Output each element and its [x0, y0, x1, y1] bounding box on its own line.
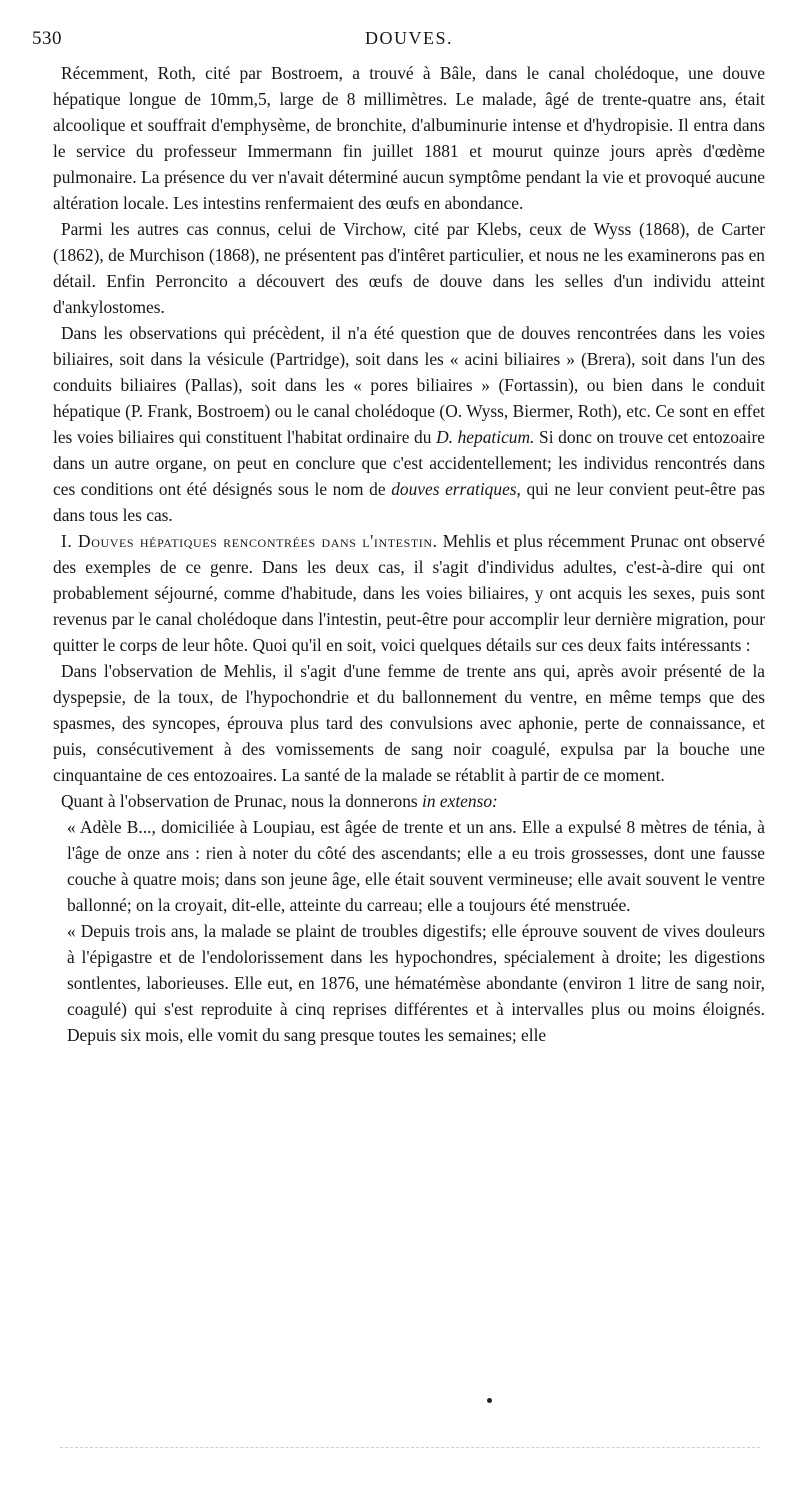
paragraph-text: Mehlis et plus récemment Prunac ont observé des exemples de ce genre. Dans les deux cas, il s'agit d'individus adultes, c'est-à-dire qui ont probablement séjourné, comme d'habitude, dans les voies biliaires, y ont acquis les sexes, puis sont revenus par le canal cholédoque dans l'intestin, peut-être pour accomplir leur dernière migration, pour quitter le corps de leur hôte. Quoi qu'il en soit, voici quelques détails sur ces deux faits intéressants : — [53, 531, 765, 655]
paragraph-other-cases: Parmi les autres cas connus, celui de Virchow, cité par Klebs, ceux de Wyss (1868), de Carter (1862), de Murchison (1868), ne présentent pas d'intêret particulier, et nous ne les examinerons pas en détail. Enfin Perroncito a découvert des œufs de douve dans les selles d'un individu atteint d'ankylostomes. — [53, 219, 765, 317]
paragraph-mehlis-case: Dans l'observation de Mehlis, il s'agit d'une femme de trente ans qui, après avoir présenté de la dyspepsie, de la toux, de l'hypochondrie et du ballonnement du ventre, en même temps que des spasmes, des syncopes, éprouva plus tard des convulsions avec aphonie, perte de connaissance, et puis, consécutivement à des vomissements de sang noir coagulé, expulsa par la bouche une cinquantaine de ces entozoaires. La santé de la malade se rétablit à partir de ce moment. — [53, 661, 765, 785]
paragraph-prunac-intro — [53, 788, 765, 814]
section-heading: I. Douves hépatiques rencontrées dans l'intestin. — [61, 531, 438, 551]
paragraph-quote-adele: « Adèle B..., domiciliée à Loupiau, est âgée de trente et un ans. Elle a expulsé 8 mètres de ténia, à l'âge de onze ans : rien à noter du côté des ascendants; elle a eu trois grossesses, dont une fausse couche à quatre mois; dans son jeune âge, elle était souvent vermineuse; elle avait souvent le ventre ballonné; on la croyait, dit-elle, atteinte du carreau; elle a toujours été menstruée. — [67, 817, 765, 915]
page-header — [32, 28, 765, 52]
term-erratic-flukes: douves erratiques, — [391, 479, 521, 499]
running-title: DOUVES. — [364, 28, 453, 48]
paragraph-section-intestine — [53, 528, 765, 658]
footer-rule — [60, 1447, 760, 1449]
paragraph-quote-symptoms: « Depuis trois ans, la malade se plaint de troubles digestifs; elle éprouve souvent de vives douleurs à l'épigastre et de l'endolorissement dans les hypochondres, spécialement à droite; les digestions sontlentes, laborieuses. Elle eut, en 1876, une hématémèse abondante (environ 1 litre de sang noir, coagulé) qui s'est reproduite à cinq reprises différentes et à intervalles plus ou moins éloignés. Depuis six mois, elle vomit du sang presque toutes les semaines; elle — [67, 921, 765, 1045]
in-extenso-phrase: in extenso: — [422, 791, 498, 811]
page-number: 530 — [32, 28, 62, 49]
paragraph-text: Dans les observations qui précèdent, il n'a été question que de douves rencontrées dans les voies biliaires, soit dans la vésicule (Partridge), soit dans les « acini biliaires » (Brera), soit dans l'un des conduits biliaires (Pallas), soit dans les « pores biliaires » (Fortassin), ou bien dans le conduit hépatique (P. Frank, Bostroem) ou le canal cholédoque (O. Wyss, Biermer, Roth), etc. Ce sont en effet les voies biliaires qui constituent l'habitat ordinaire du — [53, 323, 765, 447]
footer-dot — [487, 1398, 492, 1403]
body-text — [53, 60, 765, 1048]
paragraph-text: Quant à l'observation de Prunac, nous la donnerons — [61, 791, 423, 811]
paragraph-biliary-locations — [53, 320, 765, 528]
species-name: D. hepaticum. — [436, 427, 535, 447]
document-page — [32, 28, 766, 1048]
paragraph-text: qui ne leur convient peut-être pas dans tous les cas. — [53, 479, 766, 525]
paragraph-roth-case: Récemment, Roth, cité par Bostroem, a trouvé à Bâle, dans le canal cholédoque, une douve hépatique longue de 10mm,5, large de 8 millimètres. Le malade, âgé de trente-quatre ans, était alcoolique et souffrait d'emphysème, de bronchite, d'albuminurie intense et d'hydropisie. Il entra dans le service du professeur Immermann fin juillet 1881 et mourut quinze jours après d'œdème pulmonaire. La présence du ver n'avait déterminé aucun symptôme pendant la vie et provoqué aucune altération locale. Les intestins renfermaient des œufs en abondance. — [53, 63, 765, 213]
paragraph-text: Si donc on trouve cet entozoaire dans un autre organe, on peut en conclure que c'est accidentellement; les individus rencontrés dans ces conditions ont été désignés sous le nom de — [53, 427, 765, 499]
